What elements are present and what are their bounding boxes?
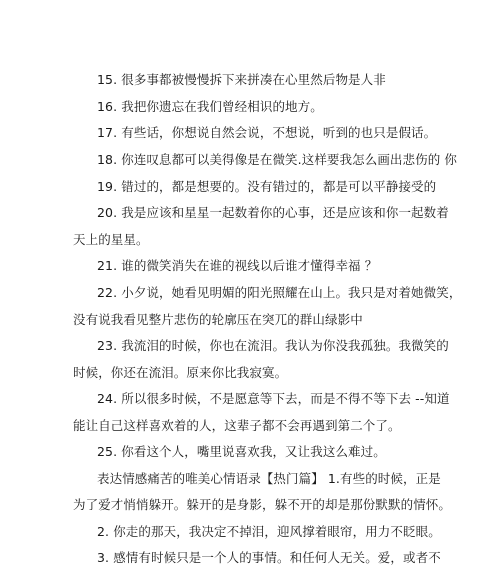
- quote-23-continued: 时候，你还在流泪。原来你比我寂寞。: [73, 365, 288, 380]
- quote-21: 21. 谁的微笑消失在谁的视线以后谁才懂得幸福 ？: [97, 258, 378, 273]
- quote-23: 23. 我流泪的时候，你也在流泪。我认为你没我孤独。我微笑的: [97, 338, 449, 353]
- quote-22-continued: 没有说我看见整片悲伤的轮廓压在突兀的群山绿影中: [73, 312, 363, 327]
- quote-17: 17. 有些话，你想说自然会说，不想说，听到的也只是假话。: [97, 125, 437, 140]
- quote-hot-3: 3. 感情有时候只是一个人的事情。和任何人无关。爱，或者不: [97, 550, 441, 565]
- quote-15: 15. 很多事都被慢慢拆下来拼凑在心里然后物是人非: [97, 72, 386, 87]
- quote-hot-2: 2. 你走的那天，我决定不掉泪，迎风撑着眼帘，用力不眨眼。: [97, 524, 441, 539]
- quote-18: 18. 你连叹息都可以美得像是在微笑.这样要我怎么画出悲伤的 你: [97, 152, 458, 167]
- quote-24: 24. 所以很多时候，不是愿意等下去，而是不得不等下去 --知道: [97, 391, 450, 406]
- quote-25: 25. 你看这个人，嘴里说喜欢我，又让我这么难过。: [97, 444, 386, 459]
- quote-19: 19. 错过的，都是想要的。没有错过的，都是可以平静接受的: [97, 179, 437, 194]
- section-heading-hot: 表达情感痛苦的唯美心情语录【热门篇】 1.有些的时候，正是: [97, 471, 441, 486]
- quote-16: 16. 我把你遗忘在我们曾经相识的地方。: [97, 99, 323, 114]
- quote-22: 22. 小夕说，她看见明媚的阳光照耀在山上。我只是对着她微笑，: [97, 285, 462, 300]
- quote-20-continued: 天上的星星。: [73, 232, 149, 247]
- quote-hot-1-continued: 为了爱才悄悄躲开。躲开的是身影，躲不开的却是那份默默的情怀。: [73, 497, 452, 512]
- quote-20: 20. 我是应该和星星一起数着你的心事，还是应该和你一起数着: [97, 205, 449, 220]
- quote-24-continued: 能让自己这样喜欢着的人，这辈子都不会再遇到第二个了。: [73, 418, 401, 433]
